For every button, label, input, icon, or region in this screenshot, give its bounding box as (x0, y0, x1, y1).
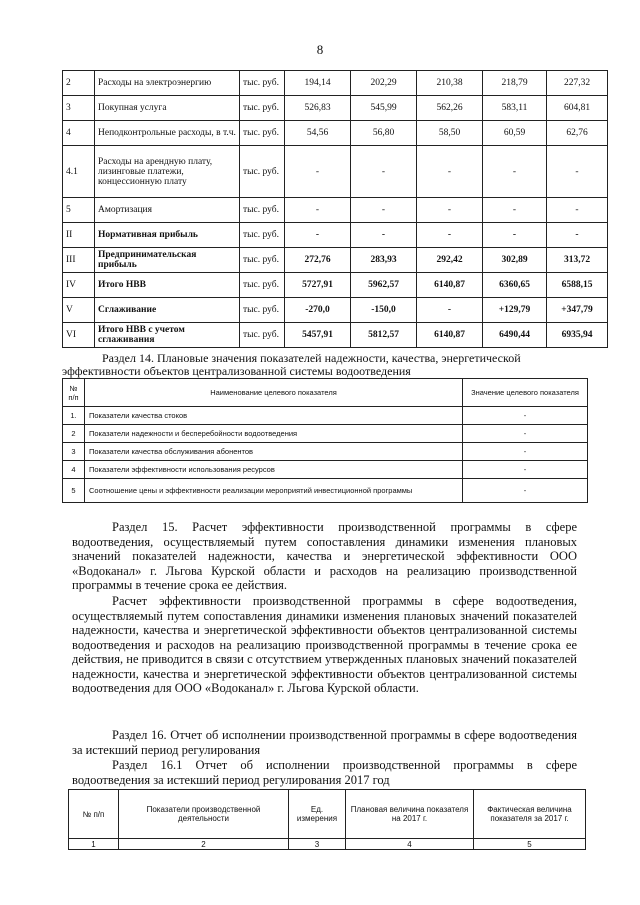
index-cell: 1 (69, 839, 119, 850)
table-row (63, 298, 608, 323)
row-value: 62,76 (547, 121, 608, 146)
section-16-text-2: Раздел 16.1 Отчет об исполнении производственной программы в сфере водоотведения за истекший период регулирования 2017 год (72, 758, 577, 787)
table-header-row (63, 379, 588, 407)
row-value: - (463, 443, 588, 461)
row-value: 202,29 (351, 71, 417, 96)
row-value: - (351, 146, 417, 198)
row-value: 6140,87 (417, 323, 483, 348)
section-15-paragraph-1 (72, 520, 577, 593)
section-16-paragraph-1 (72, 728, 577, 757)
row-value: 6588,15 (547, 273, 608, 298)
row-value: - (483, 223, 547, 248)
table-row (63, 273, 608, 298)
row-unit: тыс. руб. (240, 248, 285, 273)
row-unit: тыс. руб. (240, 223, 285, 248)
row-value: - (547, 223, 608, 248)
table-row (63, 425, 588, 443)
table-row (63, 407, 588, 425)
row-number: 1. (63, 407, 85, 425)
header-cell: Фактическая величина показателя за 2017 г. (474, 790, 586, 839)
table-row (63, 323, 608, 348)
section-14-heading (62, 352, 607, 378)
section-16-paragraph-2 (72, 758, 577, 787)
row-name: Показатели эффективности использования ресурсов (85, 461, 463, 479)
row-value: +347,79 (547, 298, 608, 323)
index-cell: 5 (474, 839, 586, 850)
row-name: Сглаживание (95, 298, 240, 323)
row-value: 604,81 (547, 96, 608, 121)
row-value: - (483, 146, 547, 198)
nvv-table (62, 70, 608, 348)
table-row (63, 121, 608, 146)
row-name: Показатели качества обслуживания абонентов (85, 443, 463, 461)
section-15-paragraph-2 (72, 594, 577, 696)
header-value: Значение целевого показателя (463, 379, 588, 407)
row-number: V (63, 298, 95, 323)
row-number: 5 (63, 198, 95, 223)
row-number: 3 (63, 96, 95, 121)
row-value: - (351, 198, 417, 223)
row-value: 54,56 (285, 121, 351, 146)
row-value: 302,89 (483, 248, 547, 273)
table-row (63, 443, 588, 461)
row-value: - (463, 425, 588, 443)
row-name: Неподконтрольные расходы, в т.ч. (95, 121, 240, 146)
row-value: 583,11 (483, 96, 547, 121)
row-value: 6140,87 (417, 273, 483, 298)
row-value: 5812,57 (351, 323, 417, 348)
row-number: 5 (63, 479, 85, 503)
row-value: 58,50 (417, 121, 483, 146)
row-value: 56,80 (351, 121, 417, 146)
row-value: - (417, 198, 483, 223)
row-value: 5457,91 (285, 323, 351, 348)
section-16-text-1: Раздел 16. Отчет об исполнении производственной программы в сфере водоотведения за истекший период регулирования (72, 728, 577, 757)
row-number: 3 (63, 443, 85, 461)
header-cell: Плановая величина показателя на 2017 г. (346, 790, 474, 839)
row-unit: тыс. руб. (240, 298, 285, 323)
row-name: Покупная услуга (95, 96, 240, 121)
table-row (63, 479, 588, 503)
row-value: 292,42 (417, 248, 483, 273)
row-value: - (463, 407, 588, 425)
row-value: 545,99 (351, 96, 417, 121)
table-row (63, 248, 608, 273)
row-value: - (417, 298, 483, 323)
row-value: 6360,65 (483, 273, 547, 298)
row-name: Показатели надежности и бесперебойности водоотведения (85, 425, 463, 443)
row-number: VI (63, 323, 95, 348)
row-value: -150,0 (351, 298, 417, 323)
table-row (63, 198, 608, 223)
row-name: Предпринимательская прибыль (95, 248, 240, 273)
table-row (63, 71, 608, 96)
row-number: 4 (63, 461, 85, 479)
row-name: Показатели качества стоков (85, 407, 463, 425)
row-name: Соотношение цены и эффективности реализации мероприятий инвестиционной программы (85, 479, 463, 503)
section-14-line-2: эффективности объектов централизованной системы водоотведения (62, 364, 411, 378)
report-table (68, 789, 586, 850)
row-name: Расходы на арендную плату, лизинговые платежи, концессионную плату (95, 146, 240, 198)
header-cell: Показатели производственной деятельности (119, 790, 289, 839)
row-value: - (483, 198, 547, 223)
row-number: III (63, 248, 95, 273)
row-unit: тыс. руб. (240, 323, 285, 348)
row-unit: тыс. руб. (240, 146, 285, 198)
row-value: 562,26 (417, 96, 483, 121)
section-15-text-2: Расчет эффективности производственной программы в сфере водоотведения, осуществляемый путем сопоставления динамики изменения плановых значений показателей надежности, качества и энергетической эффективности объектов централизованной системы водоотведения и расходов на реализацию производственной программы в течение срока ее действия, не приводится в связи с отсутствием утвержденных плановых значений показателей надежности, качества и энергетической эффективности объектов централизованной системы водоотведения для ООО «Водоканал» г. Льгова Курской области. (72, 594, 577, 695)
row-value: 210,38 (417, 71, 483, 96)
index-cell: 2 (119, 839, 289, 850)
row-unit: тыс. руб. (240, 273, 285, 298)
row-value: 283,93 (351, 248, 417, 273)
row-value: - (285, 146, 351, 198)
row-value: 272,76 (285, 248, 351, 273)
row-name: Итого НВВ с учетом сглаживания (95, 323, 240, 348)
row-value: 313,72 (547, 248, 608, 273)
row-number: II (63, 223, 95, 248)
table-header-row (69, 790, 586, 839)
row-value: - (285, 198, 351, 223)
row-value: - (547, 146, 608, 198)
row-value: +129,79 (483, 298, 547, 323)
indicators-table (62, 378, 588, 503)
row-value: -270,0 (285, 298, 351, 323)
row-value: 5962,57 (351, 273, 417, 298)
row-value: - (417, 223, 483, 248)
row-unit: тыс. руб. (240, 71, 285, 96)
row-value: - (463, 461, 588, 479)
section-15-text-1: Раздел 15. Расчет эффективности производственной программы в сфере водоотведения, осуществляемый путем сопоставления динамики изменения плановых значений показателей надежности, качества и энергетической эффективности ООО «Водоканал» г. Льгова Курской области и расходов на реализацию производственной программы в течение срока ее действия. (72, 520, 577, 592)
table-row (63, 146, 608, 198)
row-number: 4.1 (63, 146, 95, 198)
header-num: № п/п (63, 379, 85, 407)
table-row (63, 461, 588, 479)
row-value: - (547, 198, 608, 223)
row-value: - (285, 223, 351, 248)
row-number: 2 (63, 71, 95, 96)
index-cell: 3 (289, 839, 346, 850)
row-name: Амортизация (95, 198, 240, 223)
row-name: Итого НВВ (95, 273, 240, 298)
row-unit: тыс. руб. (240, 198, 285, 223)
table-index-row (69, 839, 586, 850)
row-value: - (351, 223, 417, 248)
row-number: 2 (63, 425, 85, 443)
row-value: - (417, 146, 483, 198)
row-number: 4 (63, 121, 95, 146)
row-value: 218,79 (483, 71, 547, 96)
row-value: 227,32 (547, 71, 608, 96)
header-cell: № п/п (69, 790, 119, 839)
page-number: 8 (316, 42, 324, 57)
row-value: 6935,94 (547, 323, 608, 348)
row-value: - (463, 479, 588, 503)
table-row (63, 96, 608, 121)
row-unit: тыс. руб. (240, 121, 285, 146)
row-unit: тыс. руб. (240, 96, 285, 121)
table-row (63, 223, 608, 248)
index-cell: 4 (346, 839, 474, 850)
row-value: 194,14 (285, 71, 351, 96)
row-value: 60,59 (483, 121, 547, 146)
row-value: 5727,91 (285, 273, 351, 298)
row-value: 6490,44 (483, 323, 547, 348)
row-value: 526,83 (285, 96, 351, 121)
row-name: Нормативная прибыль (95, 223, 240, 248)
row-number: IV (63, 273, 95, 298)
section-14-line-1: Раздел 14. Плановые значения показателей надежности, качества, энергетической (102, 351, 521, 365)
header-cell: Ед. измерения (289, 790, 346, 839)
header-name: Наименование целевого показателя (85, 379, 463, 407)
row-name: Расходы на электроэнергию (95, 71, 240, 96)
